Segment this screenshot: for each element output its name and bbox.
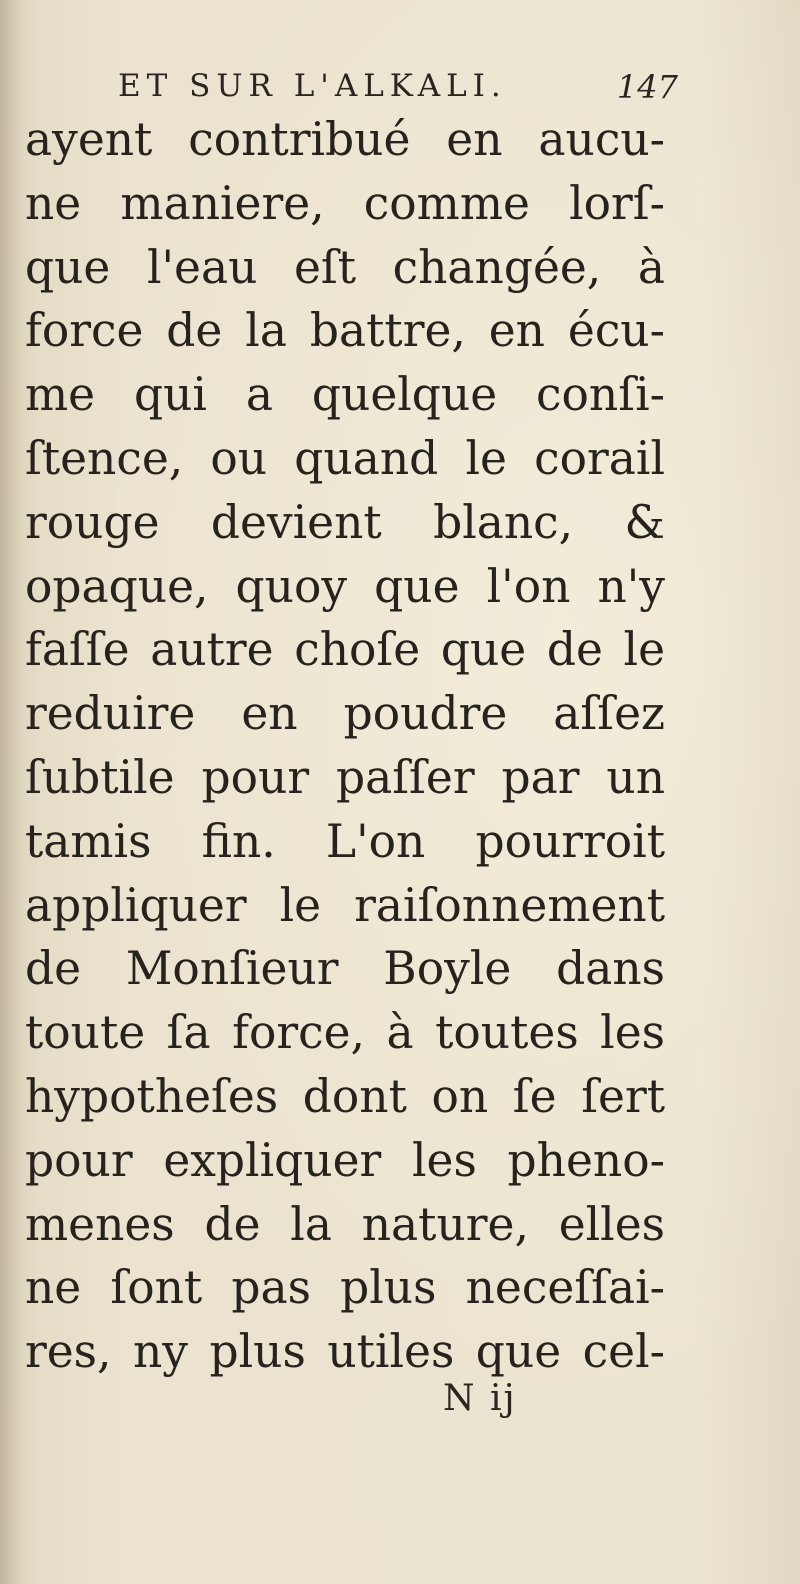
text-line: menes de la nature, elles — [25, 1197, 665, 1251]
text-line: appliquer le raiſonnement — [25, 878, 665, 932]
text-line: tamis fin. L'on pourroit — [25, 814, 665, 868]
text-line: rouge devient blanc, & — [25, 495, 665, 549]
signature-mark: N ij — [443, 1378, 517, 1419]
text-line: pour expliquer les pheno- — [25, 1133, 665, 1187]
text-line: ſubtile pour paſſer par un — [25, 750, 665, 804]
text-line: toute ſa force, à toutes les — [25, 1006, 665, 1060]
text-line: me qui a quelque conſi- — [25, 368, 665, 422]
text-line: que l'eau eſt changée, à — [25, 240, 665, 294]
text-line: res, ny plus utiles que cel- — [25, 1325, 665, 1379]
text-line: ne ſont pas plus neceſſai- — [25, 1261, 665, 1315]
text-line: opaque, quoy que l'on n'y — [25, 559, 665, 613]
text-line: ſtence, ou quand le corail — [25, 431, 665, 485]
text-line: force de la battre, en écu- — [25, 304, 665, 358]
text-line: faſſe autre choſe que de le — [25, 623, 665, 677]
running-head-title: ET SUR L'ALKALI. — [118, 68, 507, 104]
running-head — [118, 62, 678, 106]
body-text — [25, 108, 665, 1384]
text-line: de Monſieur Boyle dans — [25, 942, 665, 996]
text-line: ne maniere, comme lorſ- — [25, 176, 665, 230]
text-line: hypotheſes dont on ſe ſert — [25, 1069, 665, 1123]
gutter-shadow — [0, 0, 22, 1584]
page-number: 147 — [616, 68, 678, 106]
text-line: ayent contribué en aucu- — [25, 113, 665, 166]
text-line: reduire en poudre aſſez — [25, 687, 665, 741]
